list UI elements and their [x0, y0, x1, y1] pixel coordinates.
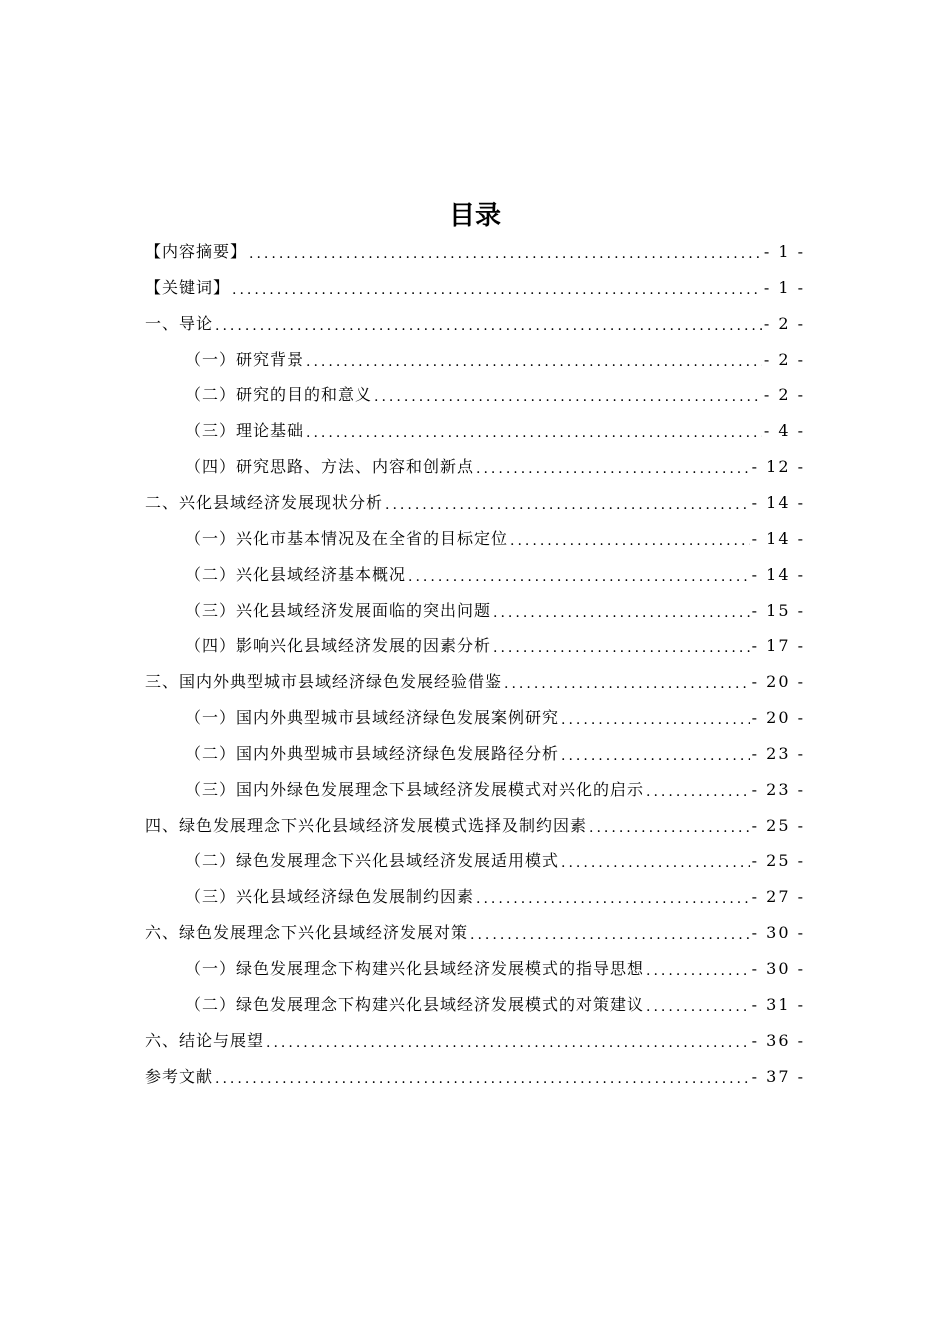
toc-entry-page: - 14 -: [751, 492, 805, 512]
toc-entry-page: - 30 -: [751, 923, 805, 943]
toc-dot-leader: [306, 352, 762, 372]
toc-dot-leader: [646, 961, 750, 981]
toc-entry-page: - 31 -: [751, 994, 805, 1014]
toc-entry[interactable]: [0, 521, 805, 557]
toc-entry-page: - 2 -: [763, 385, 805, 405]
toc-dot-leader: [646, 782, 750, 802]
toc-entry-page: - 1 -: [763, 242, 805, 261]
toc-entry[interactable]: [0, 772, 805, 808]
toc-entry[interactable]: [0, 879, 805, 915]
toc-entry-label: （二）绿色发展理念下兴化县域经济发展适用模式: [185, 851, 560, 871]
toc-dot-leader: [510, 531, 750, 551]
toc-entry-page: - 14 -: [751, 528, 805, 548]
toc-entry-label: （二）国内外典型城市县域经济绿色发展路径分析: [185, 743, 560, 763]
toc-dot-leader: [476, 889, 750, 909]
toc-entry-page: - 14 -: [751, 564, 805, 584]
toc-entry-page: - 25 -: [751, 851, 805, 871]
toc-entry-page: - 20 -: [751, 708, 805, 728]
toc-entry[interactable]: [0, 736, 805, 772]
toc-entry-label: （三）兴化县域经济发展面临的突出问题: [185, 600, 492, 620]
toc-dot-leader: [561, 710, 750, 730]
toc-entry-label: （一）兴化市基本情况及在全省的目标定位: [185, 528, 509, 548]
toc-entry-label: 六、结论与展望: [145, 1030, 265, 1050]
toc-entry-page: - 12 -: [751, 457, 805, 477]
toc-entry-label: （四）影响兴化县域经济发展的因素分析: [185, 636, 492, 656]
toc-dot-leader: [385, 495, 750, 515]
toc-entry-label: （三）兴化县域经济绿色发展制约因素: [185, 887, 475, 907]
toc-dot-leader: [266, 1033, 750, 1053]
toc-dot-leader: [408, 567, 750, 587]
toc-dot-leader: [589, 818, 750, 838]
toc-entry[interactable]: [0, 449, 805, 485]
toc-entry-label: （四）研究思路、方法、内容和创新点: [185, 457, 475, 477]
toc-dot-leader: [646, 997, 750, 1017]
toc-entry[interactable]: [0, 987, 805, 1023]
toc-entry-page: - 23 -: [751, 743, 805, 763]
toc-dot-leader: [470, 925, 750, 945]
toc-entry-label: 四、绿色发展理念下兴化县域经济发展模式选择及制约因素: [145, 815, 588, 835]
toc-dot-leader: [493, 638, 750, 658]
toc-dot-leader: [215, 316, 762, 336]
toc-dot-leader: [232, 280, 762, 300]
toc-entry[interactable]: [0, 270, 805, 306]
toc-entry-label: 六、绿色发展理念下兴化县域经济发展对策: [145, 923, 469, 943]
toc-entry-label: 一、导论: [145, 313, 214, 333]
toc-entry-label: 参考文献: [145, 1066, 214, 1086]
toc-entry-label: 三、国内外典型城市县域经济绿色发展经验借鉴: [145, 672, 503, 692]
toc-entry-page: - 30 -: [751, 959, 805, 978]
toc-entry-label: （三）国内外绿色发展理念下县域经济发展模式对兴化的启示: [185, 779, 645, 799]
toc-entry-page: - 1 -: [763, 277, 805, 297]
toc-entry[interactable]: [0, 413, 805, 449]
toc-dot-leader: [215, 1069, 750, 1089]
toc-entry-page: - 36 -: [751, 1030, 805, 1050]
toc-dot-leader: [374, 387, 762, 407]
toc-dot-leader: [504, 674, 750, 694]
toc-entry-page: - 17 -: [751, 636, 805, 656]
toc-entry-label: （二）研究的目的和意义: [185, 385, 373, 405]
toc-entry[interactable]: [0, 593, 805, 629]
toc-title: 目录: [448, 201, 501, 231]
toc-entry[interactable]: [0, 628, 805, 664]
toc-entry-page: - 27 -: [751, 887, 805, 907]
toc-entry[interactable]: [0, 951, 805, 987]
toc-entry-page: - 23 -: [751, 779, 805, 799]
toc-entry-page: - 25 -: [751, 815, 805, 835]
toc-entry[interactable]: [0, 915, 805, 951]
toc-dot-leader: [561, 853, 750, 873]
toc-entry[interactable]: [0, 1023, 805, 1059]
toc-entry[interactable]: [0, 557, 805, 593]
toc-entry-page: - 20 -: [751, 672, 805, 692]
toc-entry[interactable]: [0, 1059, 805, 1095]
toc-entry[interactable]: [0, 843, 805, 879]
toc-entry-label: （一）国内外典型城市县域经济绿色发展案例研究: [185, 708, 560, 728]
toc-entry[interactable]: [0, 485, 805, 521]
toc-entry[interactable]: [0, 700, 805, 736]
toc-entry-label: 二、兴化县域经济发展现状分析: [145, 492, 384, 512]
toc-entry[interactable]: [0, 664, 805, 700]
toc-entry[interactable]: [0, 234, 805, 270]
toc-dot-leader: [306, 423, 762, 443]
toc-dot-leader: [561, 746, 750, 766]
toc-entry-page: - 37 -: [751, 1066, 805, 1086]
toc-entry[interactable]: [0, 342, 805, 378]
toc-dot-leader: [493, 603, 750, 623]
toc-entry-label: （三）理论基础: [185, 421, 305, 441]
toc-entry-label: 【内容摘要】: [145, 242, 248, 261]
toc-entry-page: - 2 -: [763, 349, 805, 369]
toc-entry-label: 【关键词】: [145, 277, 231, 297]
toc-entry-page: - 4 -: [763, 421, 805, 441]
toc-dot-leader: [249, 244, 762, 264]
toc-entry-label: （二）兴化县域经济基本概况: [185, 564, 407, 584]
toc-entry[interactable]: [0, 377, 805, 413]
toc-entry-label: （一）研究背景: [185, 349, 305, 369]
toc-entry-label: （一）绿色发展理念下构建兴化县域经济发展模式的指导思想: [185, 959, 645, 978]
toc-entry-label: （二）绿色发展理念下构建兴化县域经济发展模式的对策建议: [185, 994, 645, 1014]
toc-entry[interactable]: [0, 306, 805, 342]
toc-entry[interactable]: [0, 808, 805, 844]
toc-entry-page: - 2 -: [763, 313, 805, 333]
toc-dot-leader: [476, 459, 750, 479]
toc-entry-page: - 15 -: [751, 600, 805, 620]
